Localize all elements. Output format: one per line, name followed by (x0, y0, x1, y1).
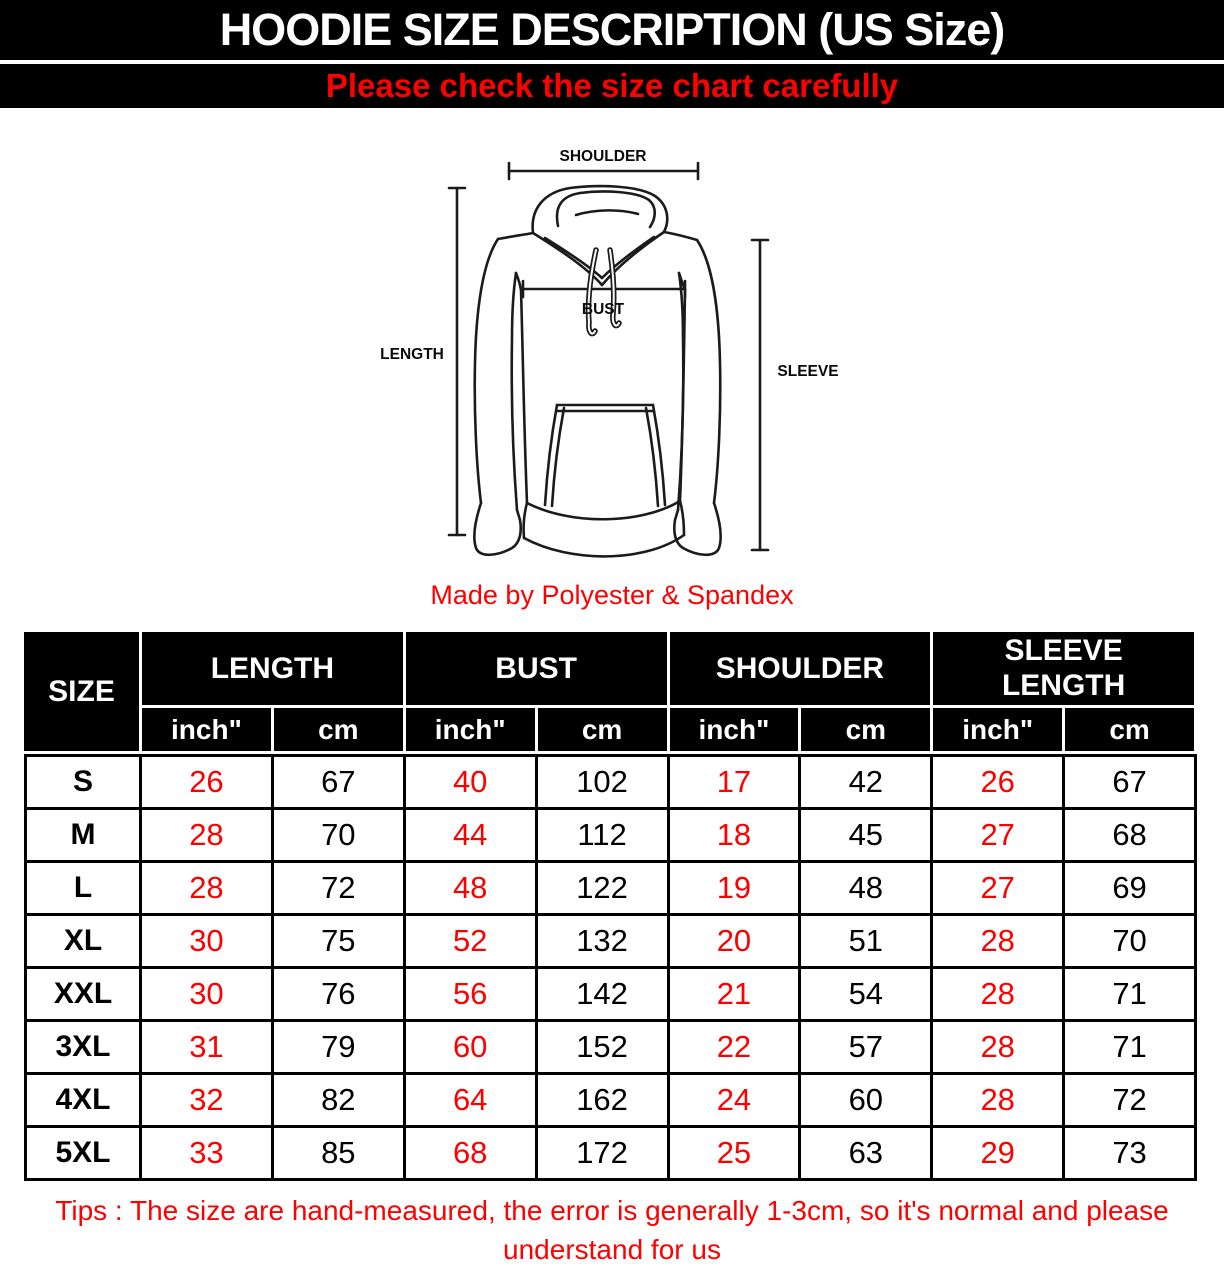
bust-inch-cell: 64 (406, 1075, 538, 1128)
size-cell: 5XL (24, 1128, 142, 1181)
sleeve-inch-cell: 26 (933, 754, 1065, 810)
table-row (24, 916, 1197, 969)
size-table-header (24, 632, 1197, 754)
bust-inch-cell: 56 (406, 969, 538, 1022)
size-cell: M (24, 810, 142, 863)
table-row (24, 1128, 1197, 1181)
page-subtitle: Please check the size chart carefully (325, 67, 899, 104)
length-inch-cell: 31 (142, 1022, 274, 1075)
bust-inch-cell: 60 (406, 1022, 538, 1075)
table-row (24, 969, 1197, 1022)
sleeve-cm-cell: 67 (1065, 754, 1197, 810)
shoulder-group-header: SHOULDER (670, 632, 934, 708)
group-header-row (24, 632, 1197, 708)
bust-cm-header: cm (538, 708, 670, 754)
size-cell: 4XL (24, 1075, 142, 1128)
size-column-header: SIZE (24, 632, 142, 754)
bust-cm-cell: 162 (538, 1075, 670, 1128)
table-row (24, 863, 1197, 916)
sleeve-cm-cell: 72 (1065, 1075, 1197, 1128)
shoulder-inch-cell: 17 (670, 754, 802, 810)
shoulder-inch-cell: 22 (670, 1022, 802, 1075)
shoulder-cm-cell: 45 (801, 810, 933, 863)
table-row (24, 810, 1197, 863)
length-inch-cell: 33 (142, 1128, 274, 1181)
size-cell: L (24, 863, 142, 916)
bust-label: BUST (581, 301, 625, 318)
shoulder-inch-cell: 21 (670, 969, 802, 1022)
length-inch-cell: 28 (142, 863, 274, 916)
bust-cm-cell: 112 (538, 810, 670, 863)
shoulder-cm-cell: 57 (801, 1022, 933, 1075)
sleeve-cm-cell: 69 (1065, 863, 1197, 916)
bust-inch-cell: 40 (406, 754, 538, 810)
page-title: HOODIE SIZE DESCRIPTION (US Size) (219, 4, 1005, 55)
length-cm-cell: 72 (274, 863, 406, 916)
shoulder-label: SHOULDER (559, 148, 647, 165)
bust-inch-cell: 44 (406, 810, 538, 863)
sleeve-cm-cell: 70 (1065, 916, 1197, 969)
shoulder-cm-cell: 42 (801, 754, 933, 810)
shoulder-cm-header: cm (801, 708, 933, 754)
shoulder-dim-line (509, 163, 698, 179)
unit-header-row (24, 708, 1197, 754)
size-cell: XL (24, 916, 142, 969)
size-table (24, 632, 1197, 1181)
size-cell: S (24, 754, 142, 810)
sleeve-cm-cell: 73 (1065, 1128, 1197, 1181)
tips-note: Tips : The size are hand-measured, the error is generally 1-3cm, so it's normal and please understand for us (55, 1195, 1169, 1265)
sleeve-length-label: SLEEVE LENGTH (1001, 634, 1126, 702)
sleeve-inch-cell: 28 (933, 1075, 1065, 1128)
length-inch-cell: 28 (142, 810, 274, 863)
length-inch-cell: 26 (142, 754, 274, 810)
length-dim-line (449, 188, 465, 535)
bust-cm-cell: 152 (538, 1022, 670, 1075)
material-note: Made by Polyester & Spandex (430, 580, 794, 610)
bust-cm-cell: 132 (538, 916, 670, 969)
shoulder-cm-cell: 51 (801, 916, 933, 969)
length-cm-cell: 75 (274, 916, 406, 969)
hoodie-hood (533, 191, 664, 285)
length-cm-cell: 82 (274, 1075, 406, 1128)
hoodie-measurement-diagram (0, 108, 1224, 578)
bust-inch-cell: 48 (406, 863, 538, 916)
title-bar (0, 0, 1224, 60)
length-cm-cell: 79 (274, 1022, 406, 1075)
table-row (24, 1075, 1197, 1128)
hoodie-drawstrings (588, 250, 619, 334)
size-cell: XXL (24, 969, 142, 1022)
shoulder-inch-cell: 20 (670, 916, 802, 969)
shoulder-cm-cell: 60 (801, 1075, 933, 1128)
bust-inch-cell: 68 (406, 1128, 538, 1181)
shoulder-inch-cell: 24 (670, 1075, 802, 1128)
table-row (24, 754, 1197, 810)
sleeve-inch-cell: 27 (933, 810, 1065, 863)
shoulder-inch-cell: 18 (670, 810, 802, 863)
length-inch-cell: 30 (142, 916, 274, 969)
bust-inch-cell: 52 (406, 916, 538, 969)
subtitle-bar (0, 64, 1224, 108)
length-group-header: LENGTH (142, 632, 406, 708)
length-inch-header: inch" (142, 708, 274, 754)
sleeve-dim-line (752, 240, 768, 550)
hoodie-outline (474, 186, 720, 556)
sleeve-cm-cell: 71 (1065, 1022, 1197, 1075)
length-cm-cell: 70 (274, 810, 406, 863)
length-inch-cell: 32 (142, 1075, 274, 1128)
length-cm-cell: 67 (274, 754, 406, 810)
bust-cm-cell: 122 (538, 863, 670, 916)
size-table-wrapper (24, 632, 1200, 1181)
sleeve-label: SLEEVE (777, 363, 839, 380)
shoulder-cm-cell: 63 (801, 1128, 933, 1181)
sleeve-cm-header: cm (1065, 708, 1197, 754)
shoulder-inch-cell: 19 (670, 863, 802, 916)
shoulder-cm-cell: 48 (801, 863, 933, 916)
bust-cm-cell: 142 (538, 969, 670, 1022)
length-cm-cell: 76 (274, 969, 406, 1022)
size-cell: 3XL (24, 1022, 142, 1075)
sleeve-inch-cell: 28 (933, 1022, 1065, 1075)
sleeve-cm-cell: 68 (1065, 810, 1197, 863)
bust-cm-cell: 172 (538, 1128, 670, 1181)
sleeve-cm-cell: 71 (1065, 969, 1197, 1022)
shoulder-cm-cell: 54 (801, 969, 933, 1022)
size-table-body (24, 754, 1197, 1181)
length-inch-cell: 30 (142, 969, 274, 1022)
shoulder-inch-header: inch" (670, 708, 802, 754)
sleeve-inch-cell: 28 (933, 969, 1065, 1022)
hoodie-pocket (545, 405, 665, 506)
length-cm-header: cm (274, 708, 406, 754)
sleeve-inch-cell: 29 (933, 1128, 1065, 1181)
shoulder-inch-cell: 25 (670, 1128, 802, 1181)
sleeve-length-group-header (933, 632, 1197, 708)
bust-group-header: BUST (406, 632, 670, 708)
bust-cm-cell: 102 (538, 754, 670, 810)
length-label: LENGTH (380, 346, 444, 363)
sleeve-inch-cell: 27 (933, 863, 1065, 916)
length-cm-cell: 85 (274, 1128, 406, 1181)
sleeve-inch-header: inch" (933, 708, 1065, 754)
table-row (24, 1022, 1197, 1075)
bust-inch-header: inch" (406, 708, 538, 754)
sleeve-inch-cell: 28 (933, 916, 1065, 969)
